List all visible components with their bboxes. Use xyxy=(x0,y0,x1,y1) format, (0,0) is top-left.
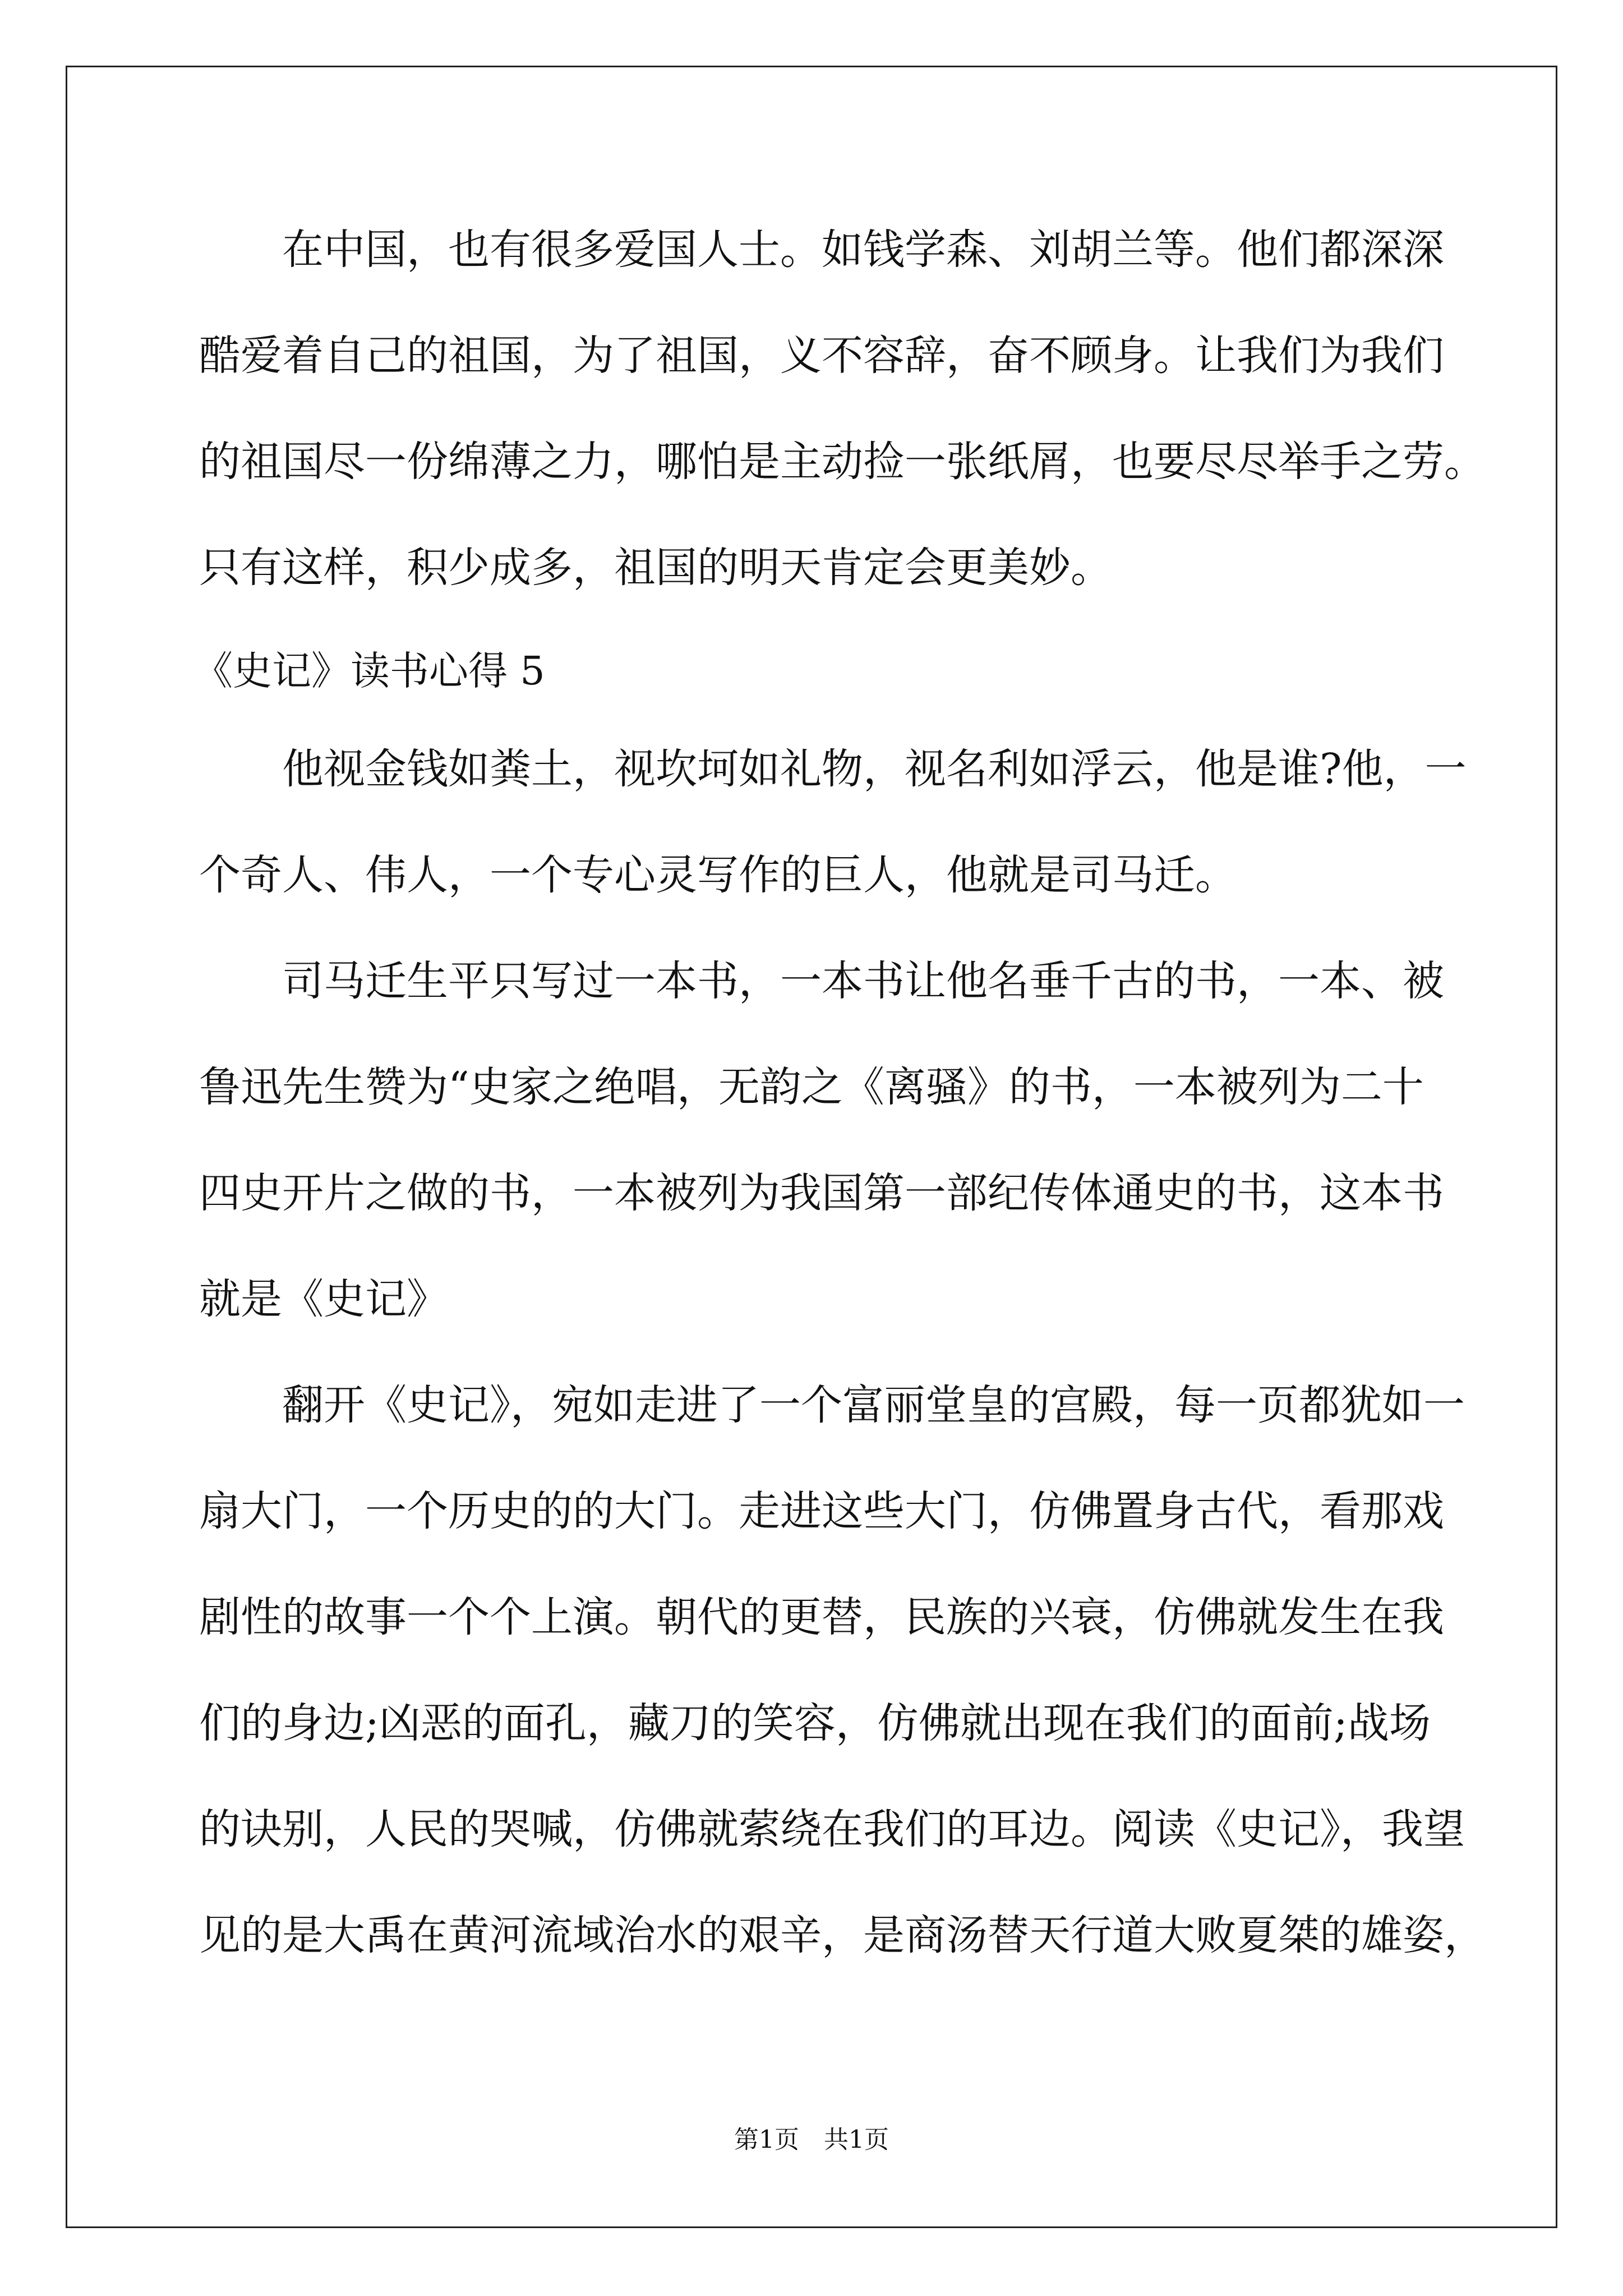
text-line: 在中国，也有很多爱国人士。如钱学森、刘胡兰等。他们都深深 xyxy=(282,226,1444,274)
text-line: 扇大门，一个历史的的大门。走进这些大门，仿佛置身古代，看那戏 xyxy=(199,1487,1444,1535)
text-line: 四史开片之做的书，一本被列为我国第一部纪传体通史的书，这本书 xyxy=(199,1169,1444,1217)
text-line: 鲁迅先生赞为“史家之绝唱，无韵之《离骚》的书，一本被列为二十 xyxy=(199,1063,1424,1111)
text-line: 们的身边;凶恶的面孔，藏刀的笑容，仿佛就出现在我们的面前;战场 xyxy=(199,1699,1431,1747)
text-line: 他视金钱如粪土，视坎坷如礼物，视名利如浮云，他是谁?他，一 xyxy=(282,745,1467,793)
text-line: 只有这样，积少成多，祖国的明天肯定会更美妙。 xyxy=(199,544,1112,592)
document-body xyxy=(193,219,1486,2010)
text-line: 司马迁生平只写过一本书，一本书让他名垂千古的书，一本、被 xyxy=(282,957,1444,1005)
text-line: 见的是大禹在黄河流域治水的艰辛，是商汤替天行道大败夏桀的雄姿， xyxy=(199,1911,1486,1959)
section-heading: 《史记》读书心得 5 xyxy=(193,648,545,694)
text-line: 的诀别，人民的哭喊，仿佛就萦绕在我们的耳边。阅读《史记》，我望 xyxy=(199,1805,1465,1853)
text-line: 的祖国尽一份绵薄之力，哪怕是主动捡一张纸屑，也要尽尽举手之劳。 xyxy=(199,438,1486,486)
page-footer: 第1页 共1页 xyxy=(734,2125,889,2154)
text-line: 个奇人、伟人，一个专心灵写作的巨人，他就是司马迁。 xyxy=(199,851,1237,899)
text-line: 剧性的故事一个个上演。朝代的更替，民族的兴衰，仿佛就发生在我 xyxy=(199,1593,1444,1641)
text-line: 就是《史记》 xyxy=(199,1275,448,1323)
text-line: 翻开《史记》，宛如走进了一个富丽堂皇的宫殿，每一页都犹如一 xyxy=(282,1381,1465,1429)
text-line: 酷爱着自己的祖国，为了祖国，义不容辞，奋不顾身。让我们为我们 xyxy=(199,332,1444,380)
